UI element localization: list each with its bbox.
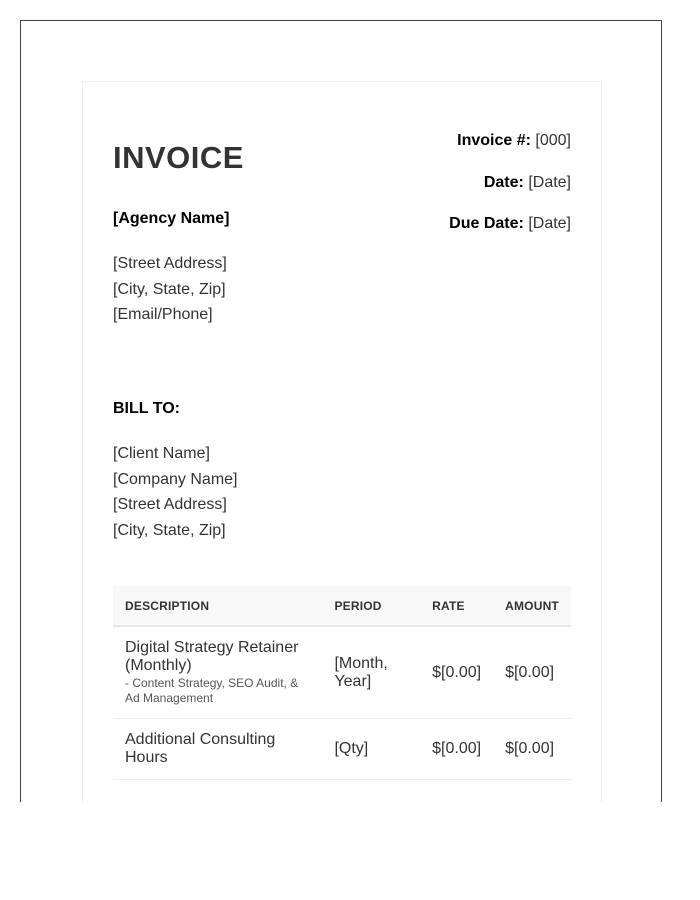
invoice-date-label: Date: xyxy=(483,173,524,191)
client-name: [Client Name] xyxy=(113,445,210,462)
invoice-date-row xyxy=(449,174,571,216)
page-frame xyxy=(20,20,662,802)
invoice-meta xyxy=(449,132,571,257)
header-amount: AMOUNT xyxy=(493,586,571,626)
agency-city: [City, State, Zip] xyxy=(113,280,226,298)
client-city: [City, State, Zip] xyxy=(113,521,226,539)
row-period: [Month, Year] xyxy=(322,626,420,719)
header-rate: RATE xyxy=(420,586,493,626)
bill-to-block xyxy=(113,441,238,543)
invoice-number-value: [000] xyxy=(535,132,571,149)
client-street: [Street Address] xyxy=(113,496,227,513)
header-description: DESCRIPTION xyxy=(113,586,322,626)
due-date-row xyxy=(449,215,571,257)
agency-address-block xyxy=(113,251,227,328)
row-description: Additional Consulting Hours xyxy=(125,731,276,766)
invoice-number-row xyxy=(449,132,571,174)
row-amount: $[0.00] xyxy=(493,719,571,780)
agency-street: [Street Address] xyxy=(113,255,227,272)
row-note: - Content Strategy, SEO Audit, & Ad Management xyxy=(125,676,299,705)
row-description-cell xyxy=(113,626,322,719)
row-description: Digital Strategy Retainer (Monthly) xyxy=(125,639,299,674)
bill-to-heading: BILL TO: xyxy=(113,400,180,417)
invoice-title: INVOICE xyxy=(113,140,244,175)
line-items-table xyxy=(113,586,571,780)
header-period: PERIOD xyxy=(322,586,420,626)
row-amount: $[0.00] xyxy=(493,626,571,719)
invoice-document xyxy=(82,81,602,802)
due-date-value: [Date] xyxy=(528,215,571,232)
agency-name: [Agency Name] xyxy=(113,210,230,227)
table-row xyxy=(113,626,571,719)
invoice-number-label: Invoice #: xyxy=(457,132,531,149)
due-date-label: Due Date: xyxy=(449,215,524,232)
client-company: [Company Name] xyxy=(113,470,238,488)
agency-contact: [Email/Phone] xyxy=(113,306,213,323)
row-period: [Qty] xyxy=(322,719,420,780)
row-rate: $[0.00] xyxy=(420,626,493,719)
row-rate: $[0.00] xyxy=(420,719,493,780)
table-row xyxy=(113,719,571,780)
invoice-date-value: [Date] xyxy=(528,173,571,191)
table-header-row xyxy=(113,586,571,626)
row-description-cell xyxy=(113,719,322,780)
